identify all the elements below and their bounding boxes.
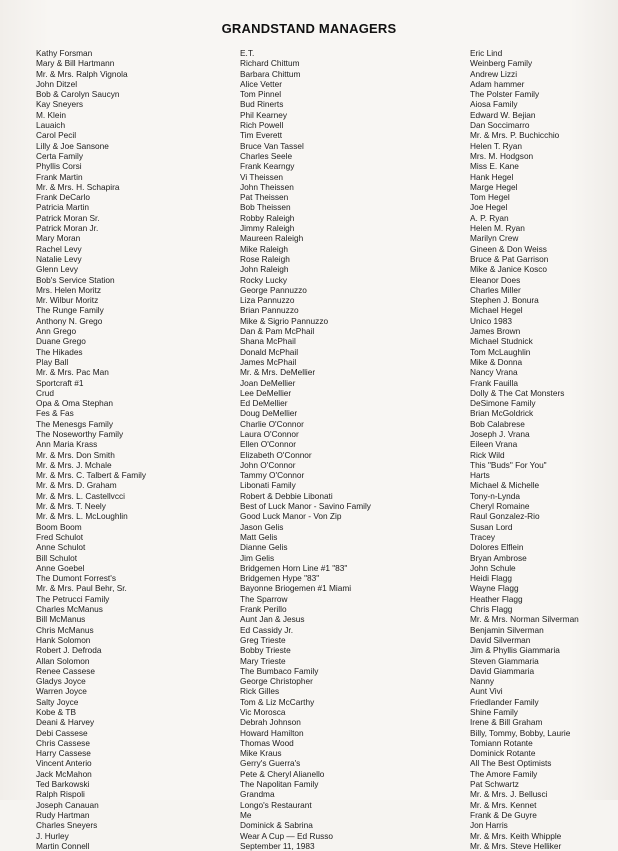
manager-name: Marge Hegel <box>470 181 518 192</box>
manager-name: Elizabeth O'Connor <box>240 449 312 460</box>
manager-name: Ted Barkowski <box>36 779 90 790</box>
manager-name: David Giammaria <box>470 665 535 676</box>
manager-name: Wear A Cup — Ed Russo <box>240 830 333 841</box>
manager-name: Thomas Wood <box>240 737 294 748</box>
manager-name: Bayonne Briogemen #1 Miami <box>240 583 352 594</box>
manager-name: Pete & Cheryl Alianello <box>240 768 325 779</box>
manager-name: Robby Raleigh <box>240 212 295 223</box>
manager-name: Bob Theissen <box>240 202 291 213</box>
manager-name: Frank Martin <box>36 171 83 182</box>
manager-name: Miss E. Kane <box>470 161 519 172</box>
name-column-1 <box>36 48 146 851</box>
manager-name: Tom Pinnel <box>240 89 282 100</box>
manager-name: M. Klein <box>36 109 66 120</box>
manager-name: Mr. & Mrs. J. Bellusci <box>470 789 548 800</box>
manager-name: Donald McPhail <box>240 346 299 357</box>
manager-name: Gerry's Guerra's <box>240 758 301 769</box>
manager-name: Michael Studnick <box>470 336 533 347</box>
manager-name: The Dumont Forrest's <box>36 573 116 584</box>
manager-name: Mike & Donna <box>470 356 523 367</box>
manager-name: Patrick Moran Sr. <box>36 212 100 223</box>
manager-name: Weinberg Family <box>470 58 533 69</box>
manager-name: A. P. Ryan <box>470 212 509 223</box>
manager-name: Charles Seele <box>240 150 293 161</box>
manager-name: Aunt Vivi <box>470 686 503 697</box>
manager-name: Bryan Ambrose <box>470 552 527 563</box>
manager-name: Tony-n-Lynda <box>470 490 520 501</box>
manager-name: Mr. & Mrs. C. Talbert & Family <box>36 470 147 481</box>
manager-name: Longo's Restaurant <box>240 799 312 810</box>
manager-name: Anne Schulot <box>36 542 86 553</box>
manager-name: Mike Raleigh <box>240 243 288 254</box>
manager-name: Michael Hegel <box>470 305 523 316</box>
manager-name: Hank Solomon <box>36 634 91 645</box>
manager-name: Mr. & Mrs. L. Castellvcci <box>36 490 125 501</box>
manager-name: Vi Theissen <box>240 171 284 182</box>
manager-name: Michael & Michelle <box>470 480 540 491</box>
manager-name: Phyllis Corsi <box>36 161 82 172</box>
manager-name: Maureen Raleigh <box>240 233 304 244</box>
manager-name: Chris Flagg <box>470 604 513 615</box>
manager-name: Mr. Wilbur Moritz <box>36 295 99 306</box>
manager-name: Doug DeMellier <box>240 408 298 419</box>
manager-name: Charles Miller <box>470 284 521 295</box>
manager-name: Jason Gelis <box>240 521 284 532</box>
manager-name: Eleanor Does <box>470 274 521 285</box>
manager-name: Mr. & Mrs. P. Buchicchio <box>470 130 560 141</box>
manager-name: Martin Connell <box>36 840 90 851</box>
manager-name: Tomiann Rotante <box>470 737 533 748</box>
manager-name: Duane Grego <box>36 336 86 347</box>
manager-name: Gineen & Don Weiss <box>470 243 547 254</box>
manager-name: Chris McManus <box>36 624 94 635</box>
manager-name: Dolly & The Cat Monsters <box>470 387 565 398</box>
manager-name: Opa & Oma Stephan <box>36 398 114 409</box>
manager-name: Dolores Elflein <box>470 542 524 553</box>
manager-name: Charlie O'Connor <box>240 418 304 429</box>
manager-name: This "Buds" For You" <box>470 459 547 470</box>
manager-name: Bob & Carolyn Saucyn <box>36 89 120 100</box>
manager-name: Shana McPhail <box>240 336 296 347</box>
manager-name: Ann Maria Krass <box>36 439 98 450</box>
manager-name: Glenn Levy <box>36 264 78 275</box>
manager-name: The Noseworthy Family <box>36 428 124 439</box>
manager-name: The Polster Family <box>470 89 540 100</box>
manager-name: The Amore Family <box>470 768 538 779</box>
manager-name: Helen M. Ryan <box>470 223 525 234</box>
manager-name: Debi Cassese <box>36 727 88 738</box>
manager-name: Susan Lord <box>470 521 513 532</box>
manager-name: Matt Gelis <box>240 531 278 542</box>
manager-name: Ed Cassidy Jr. <box>240 624 294 635</box>
manager-name: Mr. & Mrs. Norman Silverman <box>470 614 579 625</box>
manager-name: Good Luck Manor - Von Zip <box>240 511 342 522</box>
manager-name: Mr. & Mrs. Paul Behr, Sr. <box>36 583 127 594</box>
manager-name: Bud Rinerts <box>240 99 284 110</box>
manager-name: Certa Family <box>36 150 84 161</box>
manager-name: Vic Morosca <box>240 707 286 717</box>
manager-name: Mike Kraus <box>240 748 282 759</box>
manager-name: Crud <box>36 387 54 398</box>
manager-name: Salty Joyce <box>36 696 79 707</box>
manager-name: Lee DeMellier <box>240 387 292 398</box>
manager-name: Mr. & Mrs. Don Smith <box>36 449 115 460</box>
manager-name: Friedlander Family <box>470 696 539 707</box>
manager-name: Joan DeMellier <box>240 377 296 388</box>
manager-name: Frank DeCarlo <box>36 192 90 203</box>
manager-name: Mary & Bill Hartmann <box>36 58 115 69</box>
manager-name: Rick Gilles <box>240 686 280 697</box>
manager-name: Robert & Debbie Libonati <box>240 490 333 501</box>
manager-name: Bob's Service Station <box>36 274 115 285</box>
manager-name: J. Hurley <box>36 830 69 841</box>
manager-name: Bridgemen Hype "83" <box>240 573 320 584</box>
manager-name: Play Ball <box>36 356 69 367</box>
manager-name: Brian Pannuzzo <box>240 305 299 316</box>
manager-name: Jack McMahon <box>36 768 92 779</box>
manager-name: John Theissen <box>240 181 294 192</box>
manager-name: Dan Soccimarro <box>470 120 530 131</box>
manager-name: The Runge Family <box>36 305 104 316</box>
manager-name: Rachel Levy <box>36 243 82 254</box>
manager-name: Richard Chittum <box>240 58 300 69</box>
manager-name: Kobe & TB <box>36 707 76 717</box>
manager-name: Bridgemen Horn Line #1 "83" <box>240 562 348 573</box>
manager-name: The Bumbaco Family <box>240 665 319 676</box>
manager-name: Rick Wild <box>470 449 505 460</box>
manager-name: Rich Powell <box>240 120 284 131</box>
manager-name: Mr. & Mrs. Steve Helliker <box>470 840 562 851</box>
manager-name: Tom & Liz McCarthy <box>240 696 315 707</box>
manager-name: George Christopher <box>240 676 313 687</box>
manager-name: Mary Trieste <box>240 655 286 666</box>
manager-name: Deani & Harvey <box>36 717 95 728</box>
manager-name: Laura O'Connor <box>240 428 299 439</box>
manager-name: Aunt Jan & Jesus <box>240 614 305 625</box>
manager-name: Edward W. Bejian <box>470 109 536 120</box>
manager-name: Vincent Anterio <box>36 758 92 769</box>
manager-name: Kathy Forsman <box>36 48 93 58</box>
manager-name: Ann Grego <box>36 326 77 337</box>
manager-name: Rocky Lucky <box>240 274 288 285</box>
manager-name: John O'Connor <box>240 459 296 470</box>
manager-name: The Petrucci Family <box>36 593 110 604</box>
manager-name: Harry Cassese <box>36 748 91 759</box>
manager-name: Joe Hegel <box>470 202 508 213</box>
manager-name: Tim Everett <box>240 130 283 141</box>
manager-name: Mr. & Mrs. DeMellier <box>240 367 316 378</box>
manager-name: The Napolitan Family <box>240 779 319 790</box>
manager-name: Mr. & Mrs. L. McLoughlin <box>36 511 128 522</box>
manager-name: Wayne Flagg <box>470 583 519 594</box>
manager-name: Robert J. Defroda <box>36 645 102 656</box>
manager-name: Ralph Rispoli <box>36 789 85 800</box>
manager-name: Mrs. M. Hodgson <box>470 150 534 161</box>
manager-name: Debrah Johnson <box>240 717 301 728</box>
manager-name: Nancy Vrana <box>470 367 518 378</box>
manager-name: Lauaich <box>36 120 66 131</box>
manager-name: All The Best Optimists <box>470 758 552 769</box>
manager-name: Pat Schwartz <box>470 779 519 790</box>
manager-name: Bob Calabrese <box>470 418 525 429</box>
manager-name: The Menesgs Family <box>36 418 114 429</box>
manager-name: Mr. & Mrs. D. Graham <box>36 480 117 491</box>
manager-name: Pat Theissen <box>240 192 289 203</box>
manager-name: Aiosa Family <box>470 99 518 110</box>
manager-name: Bill McManus <box>36 614 86 625</box>
manager-name: Dominick Rotante <box>470 748 536 759</box>
manager-name: Ellen O'Connor <box>240 439 297 450</box>
manager-name: Joseph J. Vrana <box>470 428 530 439</box>
manager-name: Alice Vetter <box>240 78 282 89</box>
manager-name: Me <box>240 809 252 820</box>
manager-name: Jimmy Raleigh <box>240 223 295 234</box>
manager-name: Unico 1983 <box>470 315 512 326</box>
page-title: GRANDSTAND MANAGERS <box>221 21 397 36</box>
manager-name: Frank Fauilla <box>470 377 518 388</box>
manager-name: John Raleigh <box>240 264 289 275</box>
manager-name: Fes & Fas <box>36 408 74 419</box>
manager-name: The Sparrow <box>240 593 288 604</box>
manager-name: Eric Lind <box>470 48 503 58</box>
manager-name: Billy, Tommy, Bobby, Laurie <box>470 727 571 738</box>
manager-name: Bobby Trieste <box>240 645 291 656</box>
manager-name: Grandma <box>240 789 275 800</box>
manager-name: Libonati Family <box>240 480 296 491</box>
manager-name: Mr. & Mrs. J. Mchale <box>36 459 112 470</box>
manager-name: David Silverman <box>470 634 531 645</box>
manager-name: Greg Trieste <box>240 634 286 645</box>
manager-name: Marilyn Crew <box>470 233 519 244</box>
manager-name: Gladys Joyce <box>36 676 86 687</box>
manager-name: Boom Boom <box>36 521 82 532</box>
manager-name: Chris Cassese <box>36 737 90 748</box>
manager-name: Rudy Hartman <box>36 809 90 820</box>
manager-name: Frank Kearngy <box>240 161 295 172</box>
manager-name: Heather Flagg <box>470 593 523 604</box>
manager-name: Jim Gelis <box>240 552 275 563</box>
manager-name: Mary Moran <box>36 233 81 244</box>
manager-name: Helen T. Ryan <box>470 140 522 151</box>
manager-name: Barbara Chittum <box>240 68 301 79</box>
manager-name: Cheryl Romaine <box>470 501 530 512</box>
manager-name: DeSimone Family <box>470 398 536 409</box>
manager-name: Steven Giammaria <box>470 655 539 666</box>
manager-name: Stephen J. Bonura <box>470 295 539 306</box>
manager-name: Renee Cassese <box>36 665 96 676</box>
manager-name: Anthony N. Grego <box>36 315 103 326</box>
manager-name: Kay Sneyers <box>36 99 84 110</box>
manager-name: Benjamin Silverman <box>470 624 544 635</box>
manager-name: Ed DeMellier <box>240 398 288 409</box>
manager-name: Bruce & Pat Garrison <box>470 253 549 264</box>
manager-name: Liza Pannuzzo <box>240 295 295 306</box>
manager-name: Mike & Janice Kosco <box>470 264 548 275</box>
manager-name: Mike & Sigrio Pannuzzo <box>240 315 329 326</box>
manager-name: John Schule <box>470 562 516 573</box>
manager-name: Mr. & Mrs. Keith Whipple <box>470 830 562 841</box>
manager-name: Mr. & Mrs. Kennet <box>470 799 537 810</box>
manager-name: Charles Sneyers <box>36 820 98 831</box>
manager-name: Patricia Martin <box>36 202 90 213</box>
manager-name: Mr. & Mrs. Ralph Vignola <box>36 68 128 79</box>
manager-name: Irene & Bill Graham <box>470 717 543 728</box>
manager-name: James McPhail <box>240 356 297 367</box>
manager-name: Mr. & Mrs. Pac Man <box>36 367 109 378</box>
manager-name: Carol Pecil <box>36 130 77 141</box>
manager-name: Heidi Flagg <box>470 573 512 584</box>
manager-name: Jon Harris <box>470 820 508 831</box>
manager-name: Bill Schulot <box>36 552 78 563</box>
manager-name: Natalie Levy <box>36 253 82 264</box>
manager-name: Mr. & Mrs. H. Schapira <box>36 181 120 192</box>
manager-name: Best of Luck Manor - Savino Family <box>240 501 371 512</box>
manager-name: Nanny <box>470 676 494 687</box>
name-column-3 <box>470 48 579 851</box>
manager-name: John Ditzel <box>36 78 78 89</box>
manager-name: Allan Solomon <box>36 655 90 666</box>
manager-name: Dianne Gelis <box>240 542 288 553</box>
manager-name: Tammy O'Connor <box>240 470 305 481</box>
manager-name: Jim & Phyllis Giammaria <box>470 645 560 656</box>
manager-name: Eileen Vrana <box>470 439 518 450</box>
manager-name: Bruce Van Tassel <box>240 140 304 151</box>
manager-name: Patrick Moran Jr. <box>36 223 99 234</box>
manager-name: Tracey <box>470 531 496 542</box>
manager-name: Warren Joyce <box>36 686 87 697</box>
manager-name: Lilly & Joe Sansone <box>36 140 109 151</box>
manager-name: James Brown <box>470 326 521 337</box>
manager-name: Phil Kearney <box>240 109 288 120</box>
manager-name: Sportcraft #1 <box>36 377 84 388</box>
manager-name: The Hikades <box>36 346 83 357</box>
manager-name: Charles McManus <box>36 604 103 615</box>
manager-name: September 11, 1983 <box>240 840 315 851</box>
manager-name: George Pannuzzo <box>240 284 307 295</box>
manager-name: Shine Family <box>470 707 518 717</box>
manager-name: Brian McGoldrick <box>470 408 534 419</box>
manager-name: Harts <box>470 470 490 481</box>
manager-name: E.T. <box>240 48 255 58</box>
manager-name: Frank Perillo <box>240 604 287 615</box>
manager-name: Howard Hamilton <box>240 727 304 738</box>
manager-name: Raul Gonzalez-Rio <box>470 511 540 522</box>
manager-name: Tom McLaughlin <box>470 346 531 357</box>
manager-name: Tom Hegel <box>470 192 510 203</box>
manager-name: Andrew Lizzi <box>470 68 518 79</box>
manager-name: Rose Raleigh <box>240 253 290 264</box>
manager-name: Frank & De Guyre <box>470 809 537 820</box>
manager-name: Fred Schulot <box>36 531 84 542</box>
manager-name: Anne Goebel <box>36 562 85 573</box>
manager-name: Dominick & Sabrina <box>240 820 313 831</box>
manager-name: Joseph Canauan <box>36 799 99 810</box>
manager-name: Mr. & Mrs. T. Neely <box>36 501 106 512</box>
manager-name: Dan & Pam McPhail <box>240 326 315 337</box>
manager-name: Hank Hegel <box>470 171 514 182</box>
manager-name: Adam hammer <box>470 78 525 89</box>
name-column-2 <box>240 48 371 851</box>
manager-name: Mrs. Helen Moritz <box>36 284 102 295</box>
